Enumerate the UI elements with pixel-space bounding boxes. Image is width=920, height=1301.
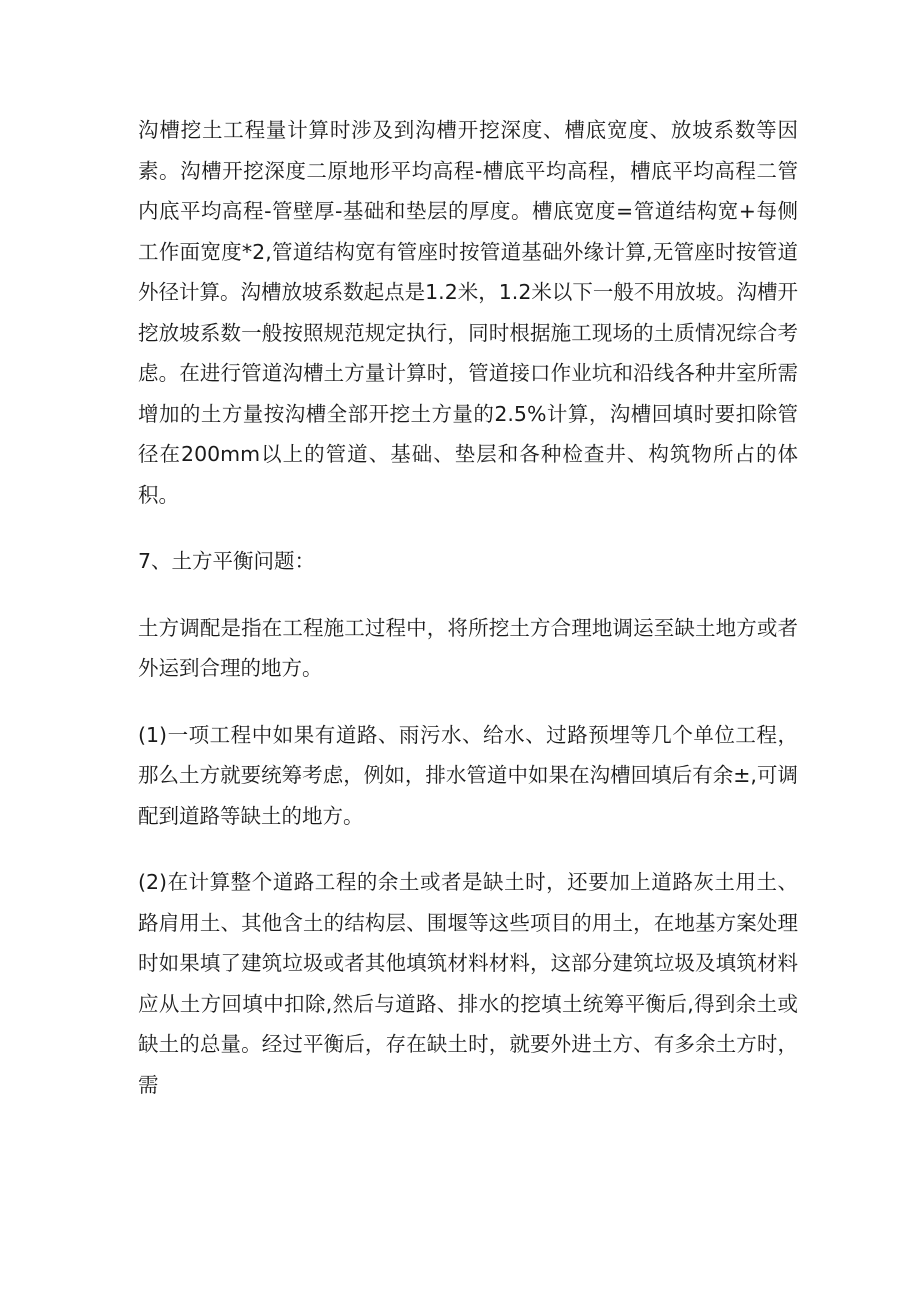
section-heading-earthwork-balance: 7、土方平衡问题： — [138, 549, 316, 573]
document-body — [138, 110, 798, 1105]
paragraph-trench-excavation: 沟槽挖土工程量计算时涉及到沟槽开挖深度、槽底宽度、放坡系数等因素。沟槽开挖深度二原地形平均高程-槽底平均高程，槽底平均高程二管内底平均高程-管壁厚-基础和垫层的厚度。槽底宽度=管道结构宽+每侧工作面宽度*2,管道结构宽有管座时按管道基础外缘计算,无管座时按管道外径计算。沟槽放坡系数起点是1.2米，1.2米以下一般不用放坡。沟槽开挖放坡系数一般按照规范规定执行，同时根据施工现场的土质情况综合考虑。在进行管道沟槽土方量计算时，管道接口作业坑和沿线各种井室所需增加的土方量按沟槽全部开挖土方量的2.5%计算，沟槽回填时要扣除管径在200mm以上的管道、基础、垫层和各种检查井、构筑物所占的体积。 — [138, 118, 798, 507]
paragraph-earthwork-allocation: 土方调配是指在工程施工过程中，将所挖土方合理地调运至缺土地方或者外运到合理的地方。 — [138, 615, 798, 680]
paragraph-item-2: (2)在计算整个道路工程的余土或者是缺土时，还要加上道路灰土用土、路肩用土、其他含土的结构层、围堰等这些项目的用土，在地基方案处理时如果填了建筑垃圾或者其他填筑材料材料，这部分建筑垃圾及填筑材料应从土方回填中扣除,然后与道路、排水的挖填土统筹平衡后,得到余土或缺土的总量。经过平衡后，存在缺土时，就要外进土方、有多余土方时，需 — [138, 870, 798, 1097]
paragraph-item-1: (1)一项工程中如果有道路、雨污水、给水、过路预埋等几个单位工程，那么土方就要统筹考虑，例如，排水管道中如果在沟槽回填后有余±,可调配到道路等缺土的地方。 — [138, 722, 798, 828]
